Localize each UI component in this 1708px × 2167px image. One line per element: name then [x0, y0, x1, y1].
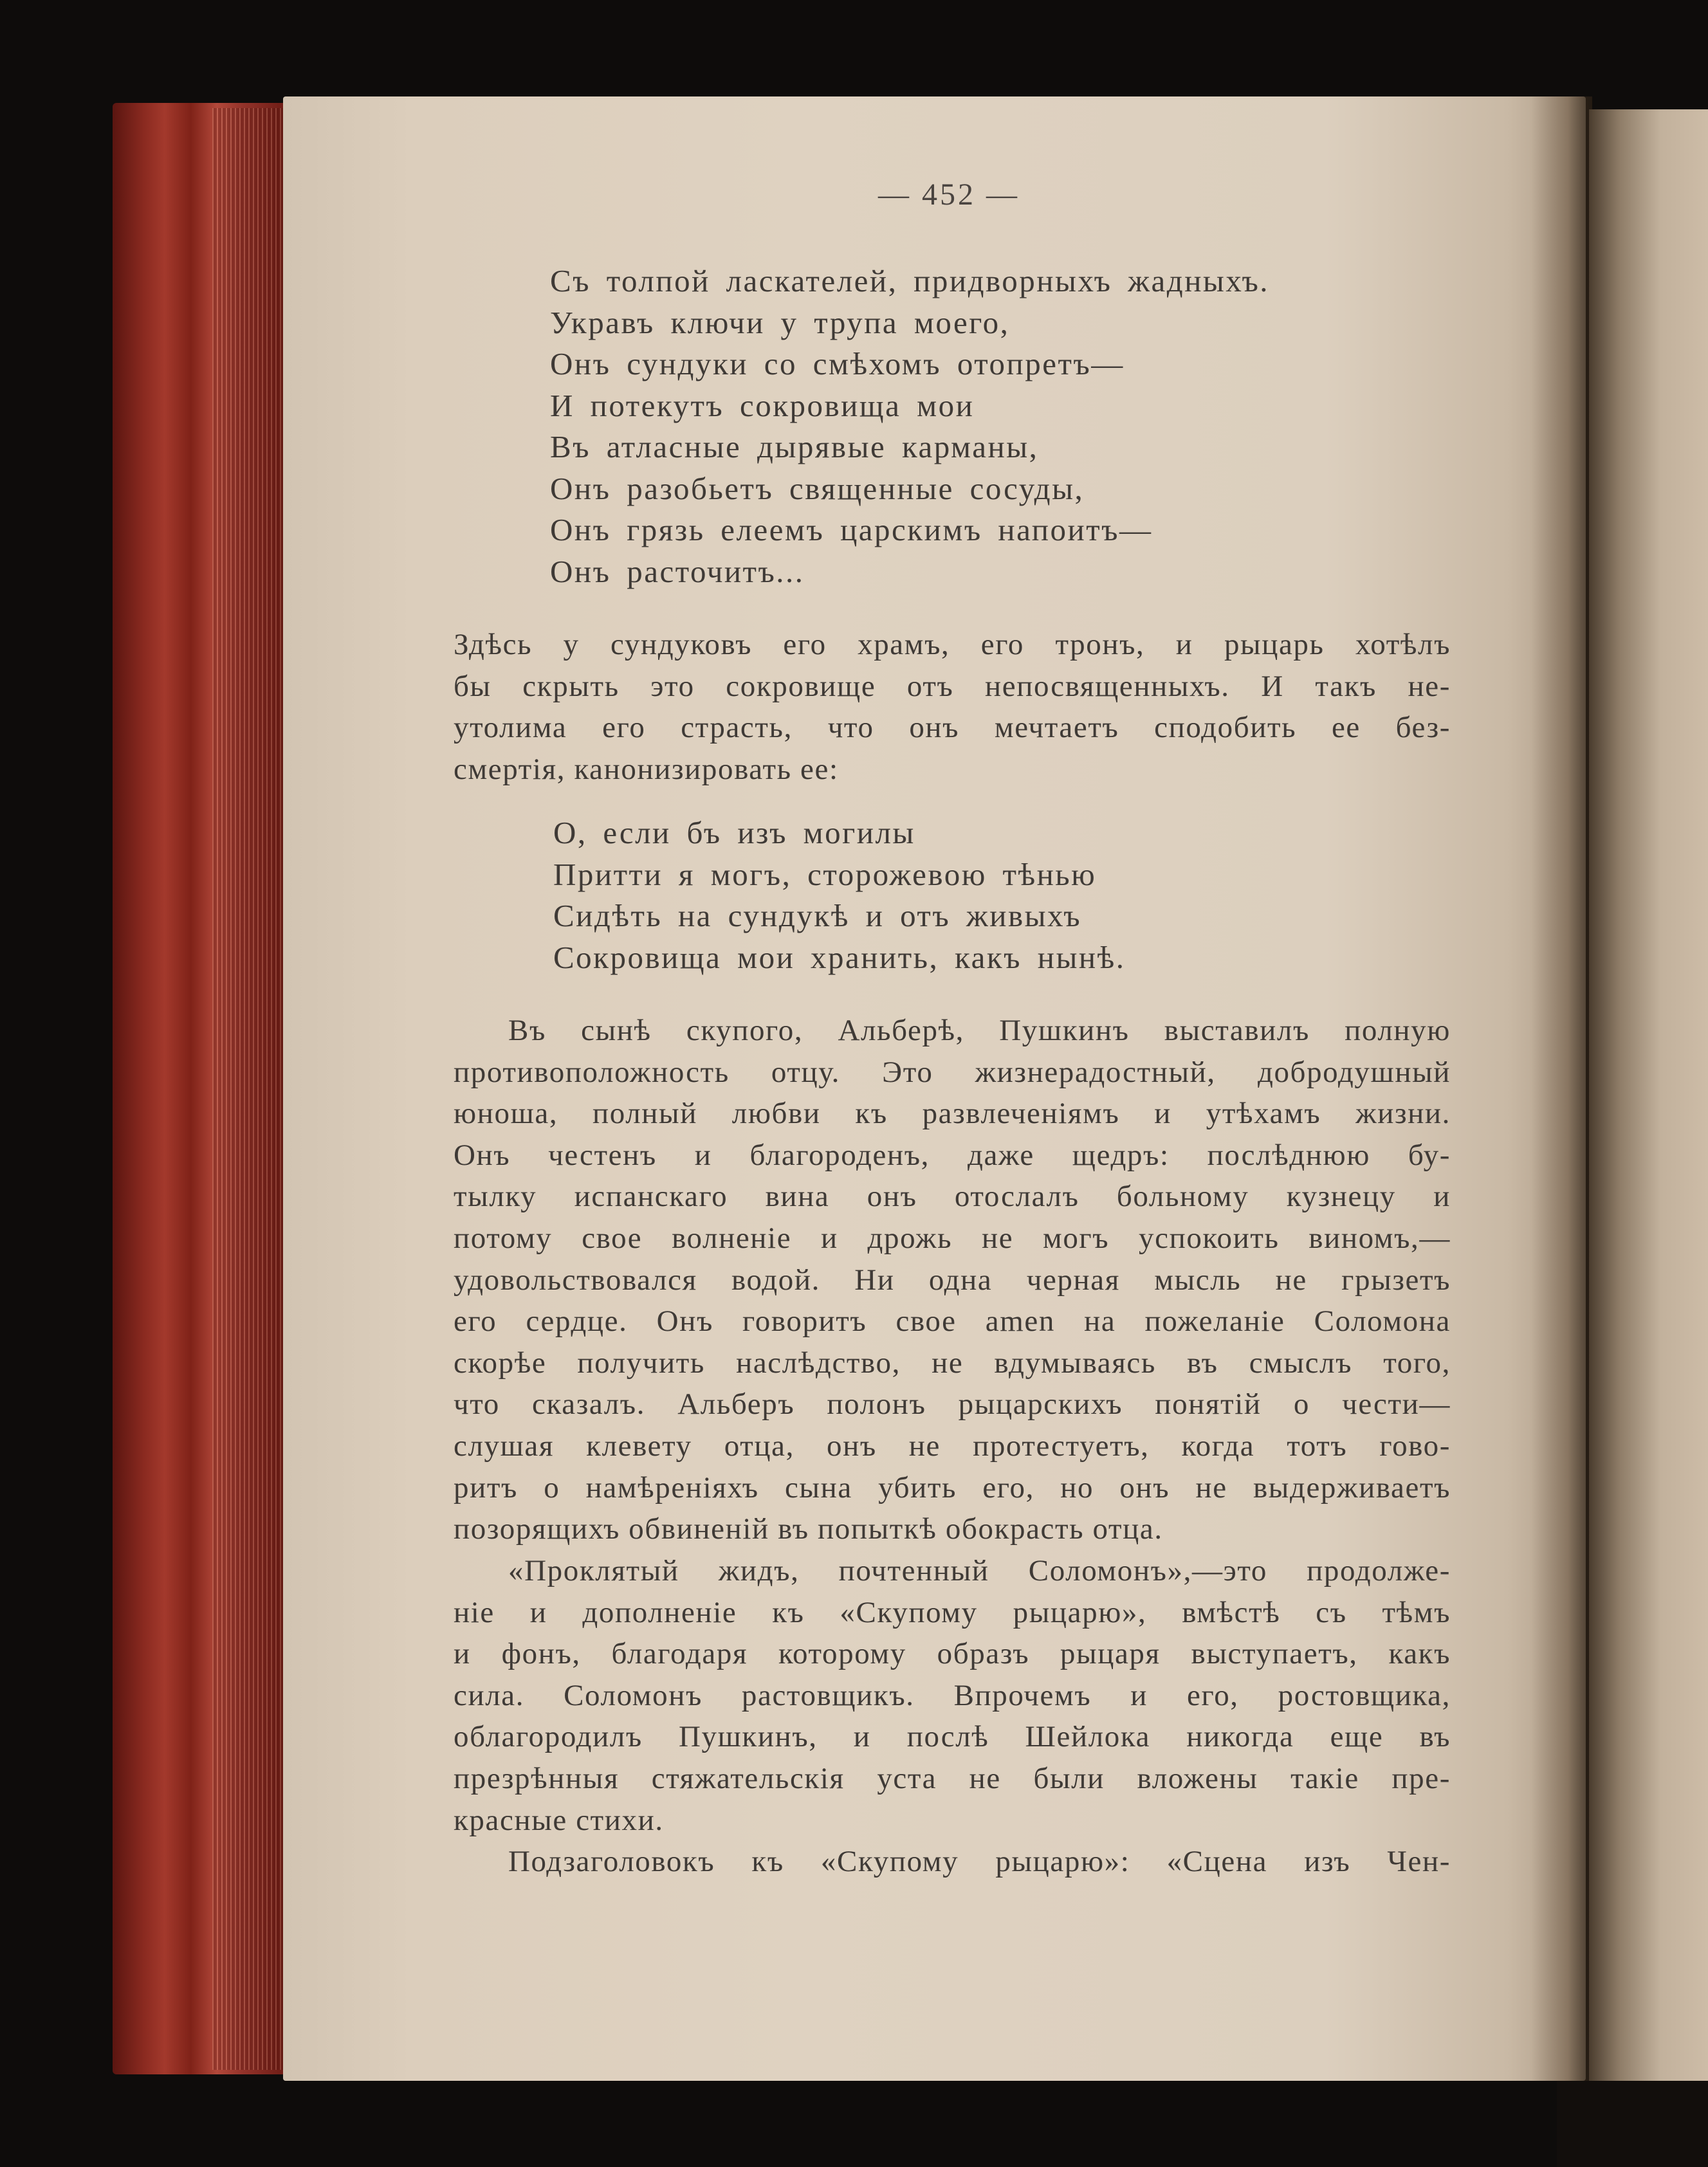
facing-page	[1589, 109, 1708, 2084]
text-line: юноша, полный любви къ развлеченіямъ и утѣхамъ жизни.	[454, 1097, 1451, 1131]
verse-line: Въ атласные дырявые карманы,	[550, 429, 1039, 464]
verse-line: Сокровища мои хранить, какъ нынѣ.	[553, 939, 1126, 975]
verse-line: И потекутъ сокровища мои	[550, 387, 975, 423]
verse-block-2	[553, 812, 1125, 978]
text-line: ритъ о намѣреніяхъ сына убить его, но онъ не выдерживаетъ	[454, 1470, 1451, 1504]
page-edge-stripes	[212, 108, 286, 2070]
paragraph-1	[454, 624, 1451, 790]
page-number: — 452 —	[878, 178, 1020, 212]
text-line: потому свое волненіе и дрожь не могъ успокоить виномъ,—	[454, 1221, 1451, 1255]
text-line: утолима его страсть, что онъ мечтаетъ сподобить ее без-	[454, 711, 1451, 745]
verse-block-1	[550, 261, 1269, 592]
text-line: Здѣсь у сундуковъ его храмъ, его тронъ, и рыцарь хотѣлъ	[454, 628, 1451, 661]
text-line: позорящихъ обвиненій въ попыткѣ обокрасть отца.	[454, 1512, 1163, 1546]
text-line: Въ сынѣ скупого, Альберѣ, Пушкинъ выставилъ полную	[508, 1014, 1451, 1047]
text-line: бы скрыть это сокровище отъ непосвященныхъ. И такъ не-	[454, 669, 1451, 703]
verse-line: О, если бъ изъ могилы	[553, 815, 915, 850]
facing-page-shadow	[1557, 2081, 1708, 2167]
paragraph-4	[454, 1841, 1451, 1883]
verse-line: Онъ грязь елеемъ царскимъ напоитъ—	[550, 512, 1153, 547]
verse-line: Сидѣть на сундукѣ и отъ живыхъ	[553, 898, 1082, 933]
text-line: Подзаголовокъ къ «Скупому рыцарю»: «Сцена изъ Чен-	[508, 1845, 1451, 1878]
text-line: красные стихи.	[454, 1803, 664, 1837]
verse-line: Онъ расточитъ...	[550, 553, 805, 589]
verse-line: Онъ разобьетъ священные сосуды,	[550, 470, 1085, 506]
text-line: слушая клевету отца, онъ не протестуетъ, когда тотъ гово-	[454, 1429, 1451, 1463]
text-line: удовольствовался водой. Ни одна черная мысль не грызетъ	[454, 1263, 1451, 1297]
paragraph-2	[454, 1010, 1451, 1550]
text-line: сила. Соломонъ растовщикъ. Впрочемъ и его, ростовщика,	[454, 1678, 1451, 1712]
verse-line: Съ толпой ласкателей, придворныхъ жадныхъ.	[550, 263, 1270, 298]
verse-line: Онъ сундуки со смѣхомъ отопретъ—	[550, 346, 1125, 381]
text-line: облагородилъ Пушкинъ, и послѣ Шейлока никогда еще въ	[454, 1720, 1451, 1754]
text-line: презрѣнныя стяжательскія уста не были вложены такіе пре-	[454, 1761, 1451, 1795]
text-line: и фонъ, благодаря которому образъ рыцаря выступаетъ, какъ	[454, 1637, 1451, 1671]
paragraph-3	[454, 1550, 1451, 1841]
text-line: что сказалъ. Альберъ полонъ рыцарскихъ понятій о чести—	[454, 1387, 1451, 1422]
text-line: «Проклятый жидъ, почтенный Соломонъ»,—это продолже-	[508, 1554, 1451, 1587]
text-line: его сердце. Онъ говоритъ свое amen на пожеланіе Соломона	[454, 1304, 1451, 1339]
text-line: Онъ честенъ и благороденъ, даже щедръ: послѣднюю бу-	[454, 1138, 1451, 1172]
text-line: тылку испанскаго вина онъ отослалъ больному кузнецу и	[454, 1180, 1451, 1214]
text-line: ніе и дополненіе къ «Скупому рыцарю», вмѣстѣ съ тѣмъ	[454, 1595, 1451, 1629]
text-line: скорѣе получить наслѣдство, не вдумываясь въ смыслъ того,	[454, 1346, 1451, 1380]
text-line: смертія, канонизировать ее:	[454, 752, 839, 786]
verse-line: Притти я могъ, сторожевою тѣнью	[553, 856, 1097, 892]
text-line: противоположность отцу. Это жизнерадостный, добродушный	[454, 1055, 1451, 1089]
page-gutter	[1531, 96, 1592, 2081]
verse-line: Укравъ ключи у трупа моего,	[550, 304, 1010, 340]
